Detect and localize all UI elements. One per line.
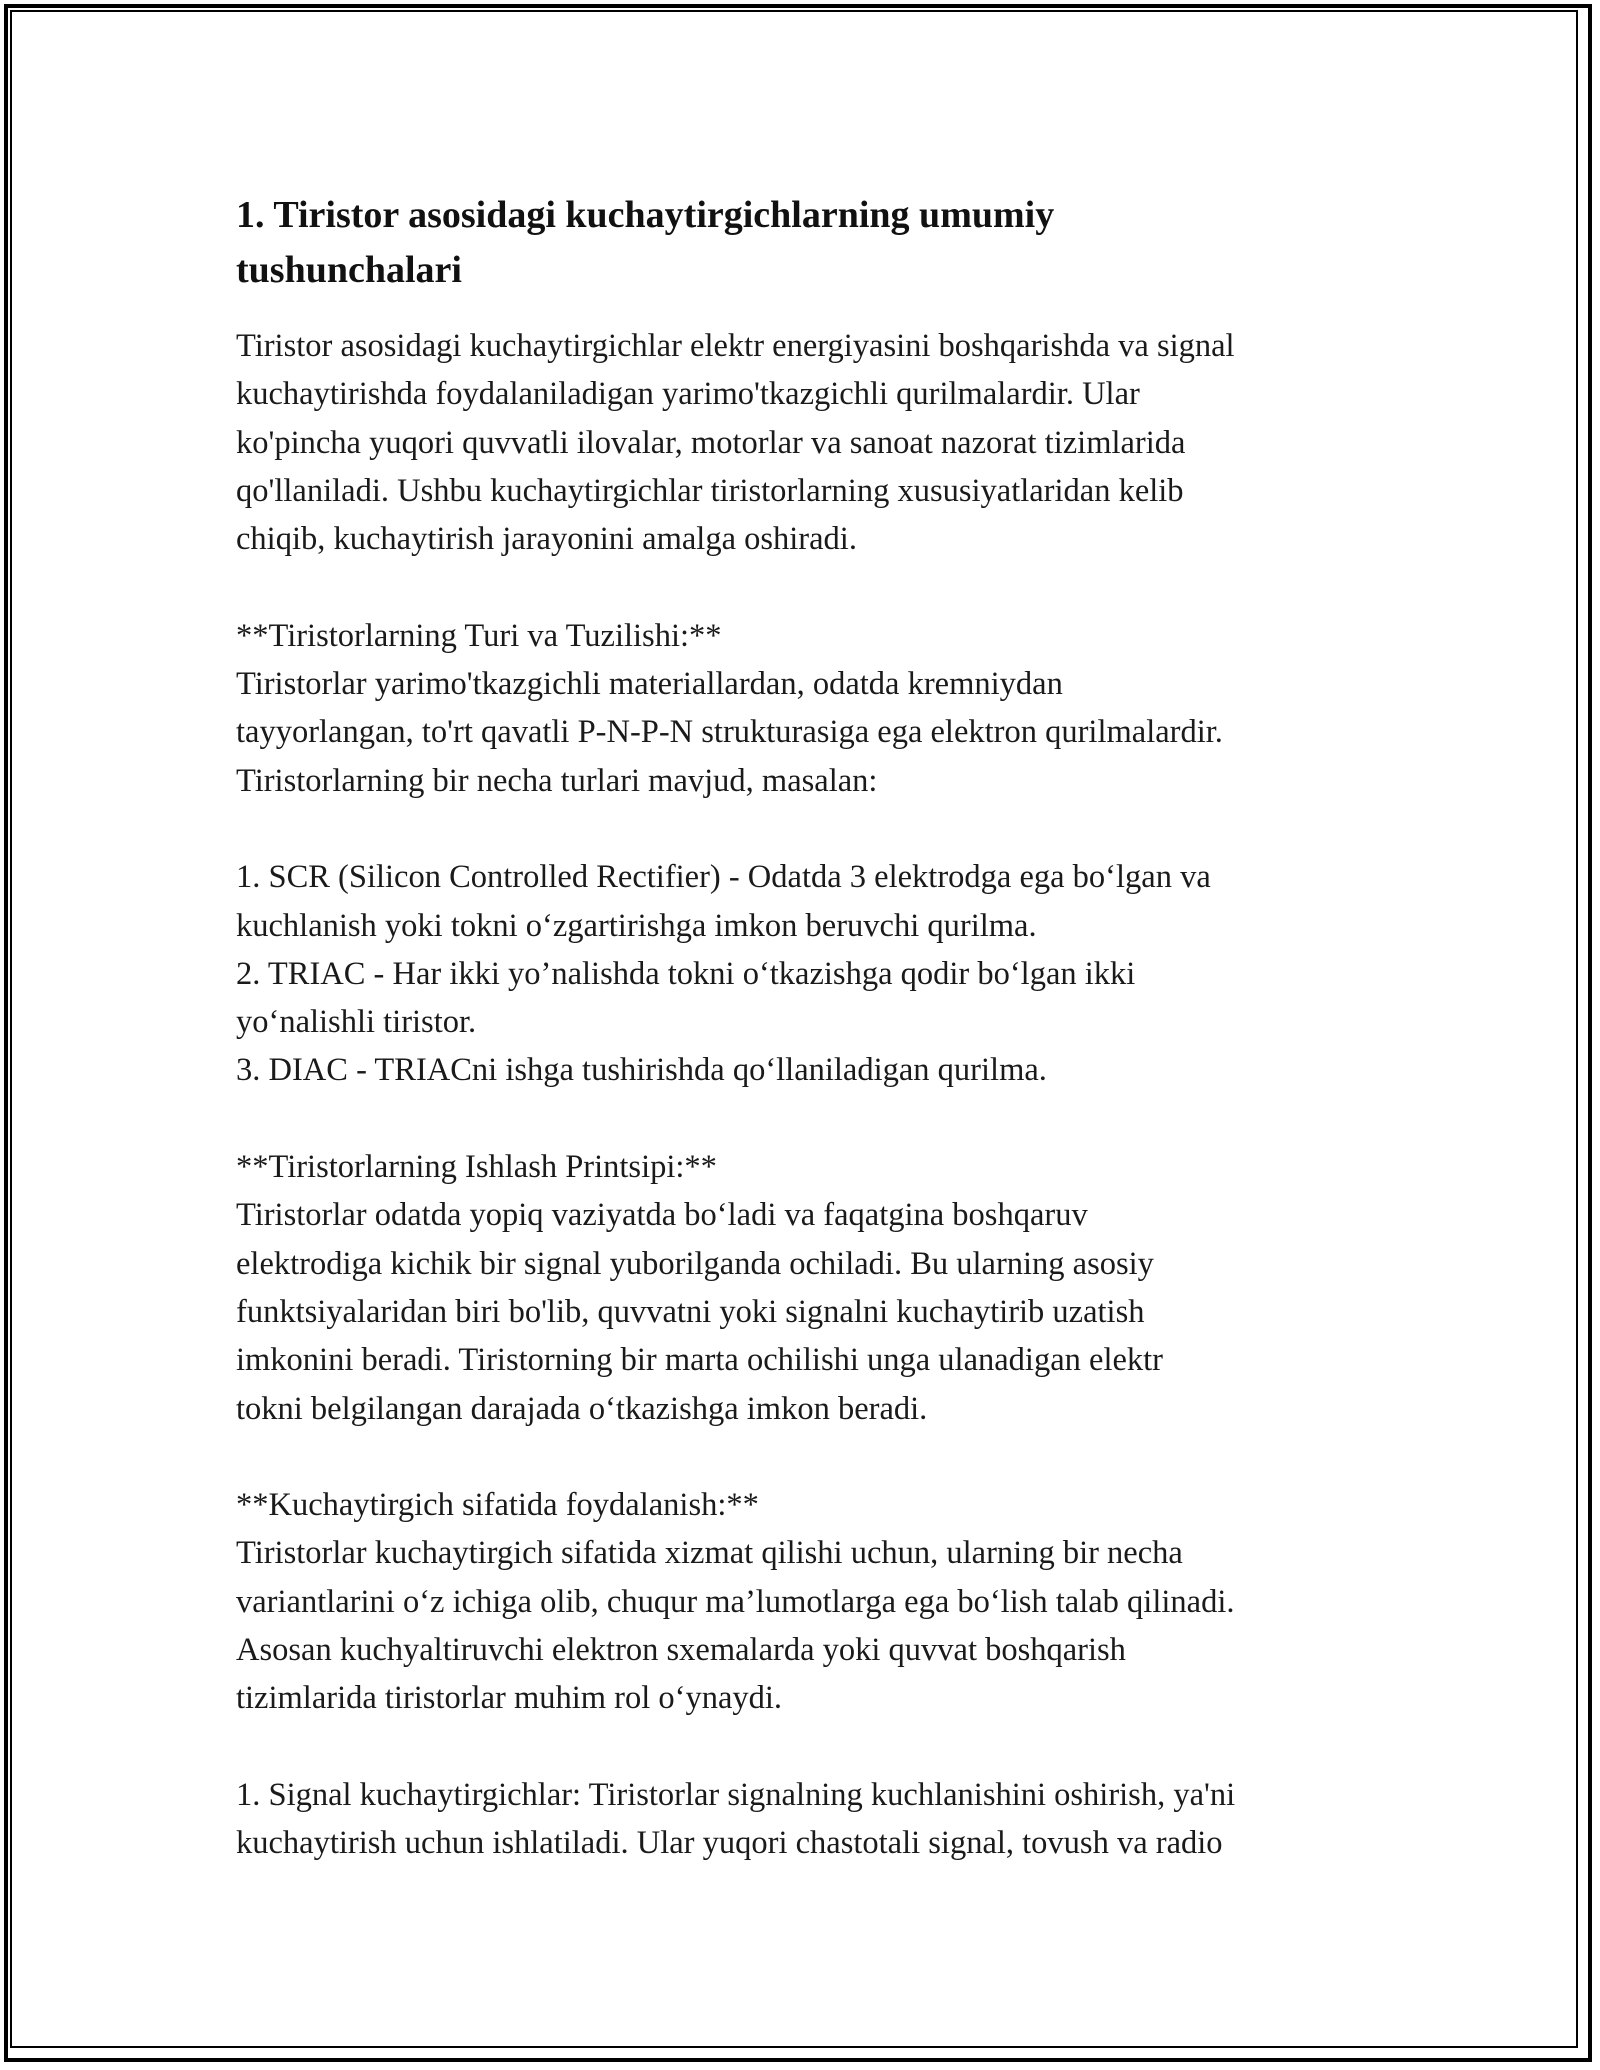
paragraph-signal-amplifiers: 1. Signal kuchaytirgichlar: Tiristorlar signalning kuchlanishini oshirish, ya'ni kuchaytirish uchun ishlatiladi. Ular yuqori chastotali signal, tovush va radio xyxy=(236,1776,1236,1862)
paragraph-types-structure: **Tiristorlarning Turi va Tuzilishi:** Tiristorlar yarimo'tkazgichli materiallardan, odatda kremniydan tayyorlangan, to'rt qavatli P-N-P-N strukturasiga ega elektron qurilmalardir. Tiristorlarning bir necha turlari mavjud, masalan: xyxy=(236,617,1223,799)
paragraph-gap xyxy=(236,1723,1396,1771)
document-page xyxy=(236,188,1396,1868)
section-heading: 1. Tiristor asosidagi kuchaytirgichlarning umumiy tushunchalari xyxy=(236,194,1055,291)
paragraph-types-list: 1. SCR (Silicon Controlled Rectifier) - Odatda 3 elektrodga ega bo‘lgan va kuchlanish yoki tokni o‘zgartirishga imkon beruvchi qurilma. 2. TRIAC - Har ikki yo’nalishda tokni o‘tkazishga qodir bo‘lgan ikki yo‘nalishli tiristor. 3. DIAC - TRIACni ishga tushirishda qo‘llaniladigan qurilma. xyxy=(236,859,1211,1089)
paragraph-gap xyxy=(236,563,1396,611)
paragraph-amplifier-usage: **Kuchaytirgich sifatida foydalanish:** Tiristorlar kuchaytirgich sifatida xizmat qilishi uchun, ularning bir necha variantlarini o‘z ichiga olib, chuqur ma’lumotlarga ega bo‘lish talab qilinadi. Asosan kuchyaltiruvchi elektron sxemalarda yoki quvvat boshqarish tizimlarida tiristorlar muhim rol o‘ynaydi. xyxy=(236,1487,1235,1717)
paragraph-gap xyxy=(236,1433,1396,1481)
paragraph-gap xyxy=(236,1095,1396,1143)
paragraph-gap xyxy=(236,805,1396,853)
paragraph-intro: Tiristor asosidagi kuchaytirgichlar elektr energiyasini boshqarishda va signal kuchaytirishda foydalaniladigan yarimo'tkazgichli qurilmalardir. Ular ko'pincha yuqori quvvatli ilovalar, motorlar va sanoat nazorat tizimlarida qo'llaniladi. Ushbu kuchaytirgichlar tiristorlarning xususiyatlaridan kelib chiqib, kuchaytirish jarayonini amalga oshiradi. xyxy=(236,328,1235,558)
paragraph-working-principle: **Tiristorlarning Ishlash Printsipi:** Tiristorlar odatda yopiq vaziyatda bo‘ladi va faqatgina boshqaruv elektrodiga kichik bir signal yuborilganda ochiladi. Bu ularning asosiy funktsiyalaridan biri bo'lib, quvvatni yoki signalni kuchaytirib uzatish imkonini beradi. Tiristorning bir marta ochilishi unga ulanadigan elektr tokni belgilangan darajada o‘tkazishga imkon beradi. xyxy=(236,1149,1163,1427)
